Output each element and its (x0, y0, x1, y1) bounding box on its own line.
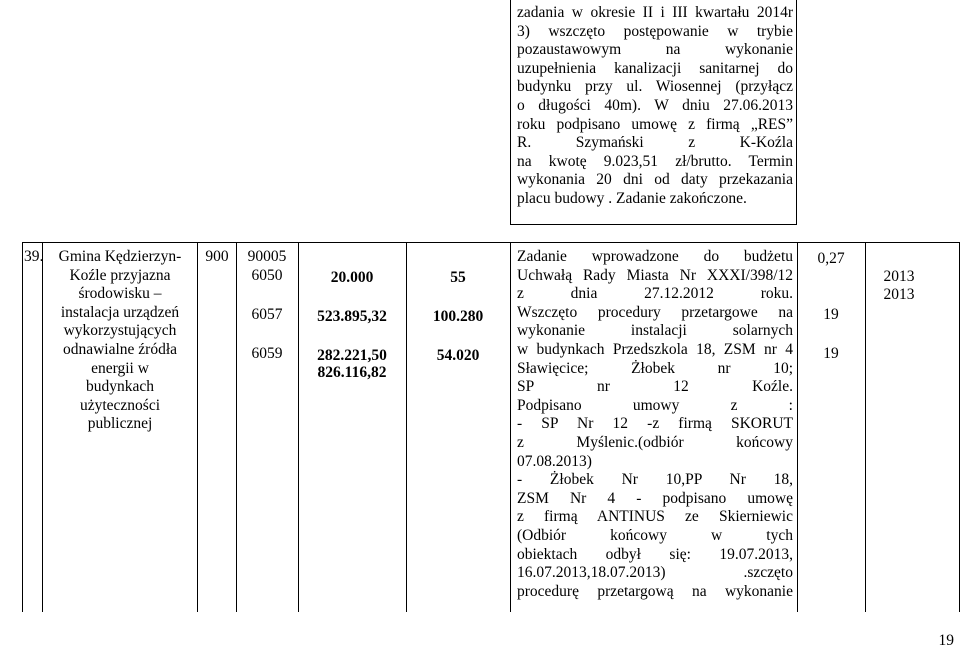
text-line: publicznej (87, 415, 153, 433)
text-line: Sławięcice; Żłobek nr 10; (517, 359, 793, 377)
text-line: uzupełnienia kanalizacji sanitarnej do (517, 59, 793, 77)
text-line: 07.08.2013) (517, 452, 592, 470)
amount-value: 100.280 (432, 308, 484, 325)
text-line: o długości 40m). W dniu 27.06.2013 (517, 97, 793, 114)
text-line: R. Szymański z K-Koźla (517, 134, 793, 152)
amount-value: 54.020 (436, 347, 480, 364)
year-value: 2013 (883, 268, 915, 285)
text-line: budynku przy ul. Wiosennej (przyłącz (517, 78, 793, 96)
text-line: roku podpisano umowę z firmą „RES” (517, 115, 793, 133)
text-line: obiektach odbył się: 19.07.2013, (517, 545, 793, 563)
text-line: - SP Nr 12 -z firmą SKORUT (517, 415, 793, 433)
text-line: z dnia 27.12.2012 roku. (517, 285, 793, 303)
text-line: na kwotę 9.023,51 zł/brutto. Termin (517, 152, 793, 170)
section-code: 900 (205, 248, 229, 265)
text-line: budynkach (85, 378, 154, 396)
text-line: energii w (91, 359, 149, 377)
text-line: w budynkach Przedszkola 18, ZSM nr 4 (517, 341, 793, 358)
text-line: z firmą ANTINUS ze Skierniewic (517, 508, 793, 526)
amount-value: 282.221,50 (317, 347, 387, 364)
text-line: Gmina Kędzierzyn- (58, 248, 182, 265)
paragraph-code: 6057 (251, 306, 283, 323)
text-line: zadania w okresie II i III kwartału 2014r (517, 4, 793, 21)
text-line: użyteczności (79, 396, 161, 414)
text-line: wykonania 20 dni od daty przekazania (517, 171, 793, 189)
text-line: pozaustawowym na wykonanie (517, 41, 793, 59)
amount-value: 523.895,32 (317, 308, 387, 325)
text-line: wykonanie instalacji solarnych (517, 322, 793, 340)
row-number: 39. (24, 248, 44, 265)
text-line: ZSM Nr 4 - podpisano umowę (517, 489, 793, 507)
column-divider (510, 242, 511, 612)
text-line: wykorzystujących (63, 322, 177, 340)
ratio-value: 19 (823, 306, 839, 323)
text-line: - Żłobek Nr 10,PP Nr 18, (517, 471, 793, 489)
text-line: placu budowy . Zadanie zakończone. (517, 190, 747, 207)
year-value: 2013 (883, 286, 915, 303)
amount-value: 55 (450, 269, 466, 286)
text-line: Uchwałą Rady Miasta Nr XXXI/398/12 (517, 266, 793, 284)
column-divider (865, 242, 866, 612)
text-line: instalacja urządzeń (60, 303, 180, 321)
column-divider (298, 242, 299, 612)
text-line: (Odbiór końcowy w tych (517, 527, 793, 544)
text-line: środowisku – (78, 285, 162, 303)
text-line: procedurę przetargową na wykonanie (517, 582, 793, 600)
chapter-code: 90005 (247, 248, 287, 265)
column-divider (197, 242, 198, 612)
text-line: Podpisano umowy z : (517, 396, 793, 414)
amount-total: 826.116,82 (317, 364, 387, 381)
column-divider (406, 242, 407, 612)
amount-value: 20.000 (330, 269, 374, 286)
text-line: odnawialne źródła (62, 341, 178, 358)
text-line: Zadanie wprowadzone do budżetu (517, 248, 793, 265)
text-line: Koźle przyjazna (69, 266, 171, 284)
page-number: 19 (938, 632, 954, 649)
column-divider (42, 242, 43, 612)
text-line: z Myślenic.(odbiór końcowy (517, 434, 793, 451)
ratio-value: 0,27 (817, 250, 845, 267)
text-line: Wszczęto procedury przetargowe na (517, 303, 793, 321)
paragraph-code: 6050 (251, 267, 283, 284)
paragraph-code: 6059 (251, 345, 283, 362)
ratio-value: 19 (823, 345, 839, 362)
text-line: SP nr 12 Koźle. (517, 378, 793, 396)
text-line: 16.07.2013,18.07.2013) .szczęto (517, 564, 793, 582)
column-divider (236, 242, 237, 612)
text-line: 3) wszczęto postępowanie w trybie (517, 22, 793, 40)
column-divider (797, 242, 798, 612)
